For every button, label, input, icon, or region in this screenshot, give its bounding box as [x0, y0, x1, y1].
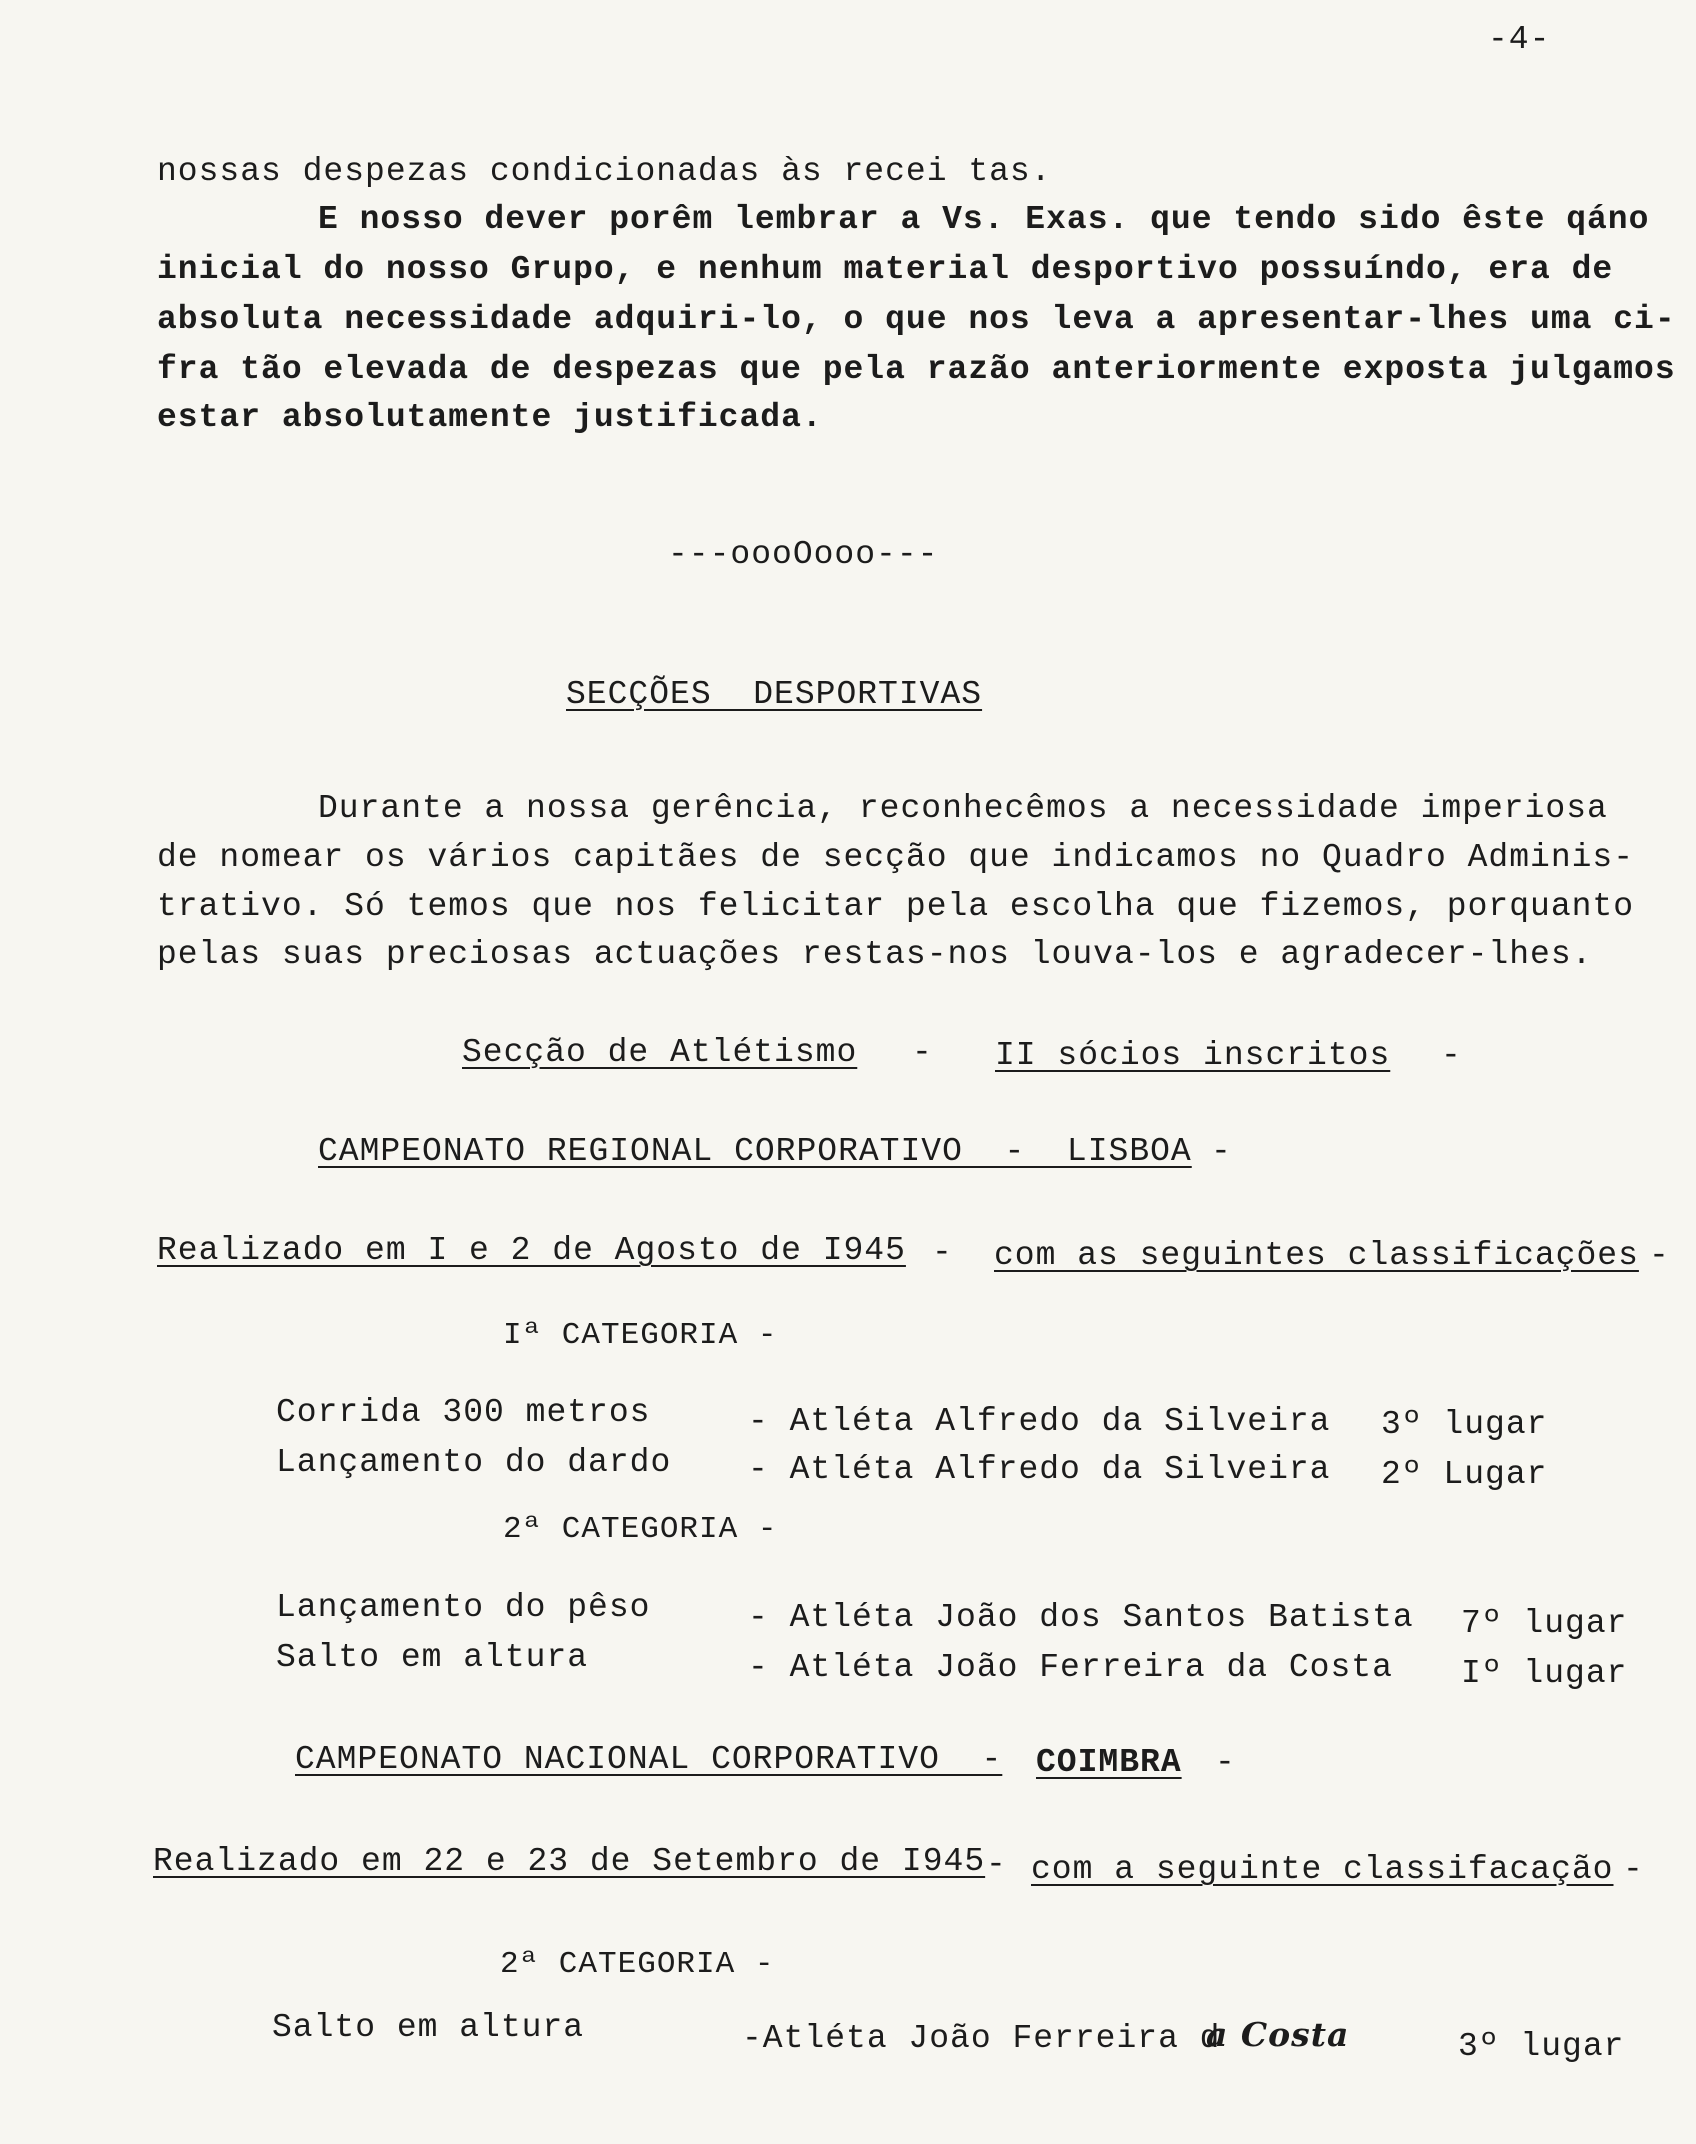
athletics-dash-1: - — [912, 1034, 933, 1071]
section-intro-line-4: pelas suas preciosas actuações restas-nos louva-los e agradecer-lhes. — [157, 936, 1593, 973]
result-place: 7º lugar — [1461, 1605, 1628, 1642]
result-place: 3º lugar — [1381, 1406, 1548, 1443]
intro-line-3: inicial do nosso Grupo, e nenhum material desportivo possuíndo, era de — [157, 251, 1614, 288]
athletics-members: II sócios inscritos — [995, 1037, 1391, 1074]
separator: ---oooOooo--- — [668, 536, 939, 573]
regional-classif: com as seguintes classificações — [994, 1237, 1639, 1274]
regional-held: Realizado em I e 2 de Agosto de I945 — [157, 1232, 906, 1269]
section-intro-line-1: Durante a nossa gerência, reconhecêmos a necessidade imperiosa — [318, 790, 1608, 827]
result-event: Lançamento do pêso — [276, 1589, 651, 1626]
regional-title: CAMPEONATO REGIONAL CORPORATIVO - LISBOA — [318, 1133, 1192, 1170]
national-sep: - — [986, 1846, 1007, 1883]
page-number: -4- — [1488, 21, 1551, 58]
regional-cat1-heading: Iª CATEGORIA - — [503, 1318, 778, 1353]
result-event: Corrida 300 metros — [276, 1394, 651, 1431]
result-athlete-typed: -Atléta João Ferreira d — [742, 2020, 1221, 2057]
athletics-dash-2: - — [1441, 1037, 1462, 1074]
result-event: Lançamento do dardo — [276, 1444, 672, 1481]
result-event: Salto em altura — [272, 2009, 585, 2046]
regional-title-dash: - — [1211, 1133, 1232, 1170]
result-athlete: - Atléta João dos Santos Batista — [748, 1599, 1414, 1636]
result-place: 2º Lugar — [1381, 1456, 1548, 1493]
result-athlete: - Atléta João Ferreira da Costa — [748, 1649, 1393, 1686]
national-title-dash: - — [1215, 1744, 1236, 1781]
regional-cat2-heading: 2ª CATEGORIA - — [503, 1512, 778, 1547]
intro-line-6: estar absolutamente justificada. — [157, 399, 823, 436]
national-cat2-heading: 2ª CATEGORIA - — [500, 1947, 775, 1982]
national-city: COIMBRA — [1036, 1744, 1182, 1781]
result-event: Salto em altura — [276, 1639, 589, 1676]
section-intro-line-3: trativo. Só temos que nos felicitar pela escolha que fizemos, porquanto — [157, 888, 1635, 925]
regional-sep: - — [932, 1234, 953, 1271]
result-athlete: - Atléta Alfredo da Silveira — [748, 1403, 1331, 1440]
national-title: CAMPEONATO NACIONAL CORPORATIVO - — [295, 1741, 1003, 1778]
national-end: - — [1623, 1851, 1644, 1888]
intro-line-2: E nosso dever porêm lembrar a Vs. Exas. que tendo sido êste qáno — [318, 201, 1650, 238]
national-held: Realizado em 22 e 23 de Setembro de I945 — [153, 1843, 986, 1880]
result-place: Iº lugar — [1461, 1655, 1628, 1692]
intro-line-5: fra tão elevada de despezas que pela razão anteriormente exposta julgamos — [157, 351, 1676, 388]
result-place: 3º lugar — [1458, 2028, 1625, 2065]
section-title: SECÇÕES DESPORTIVAS — [566, 676, 983, 713]
intro-line-1: nossas despezas condicionadas às recei tas. — [157, 153, 1052, 190]
result-athlete: - Atléta Alfredo da Silveira — [748, 1451, 1331, 1488]
regional-end: - — [1649, 1237, 1670, 1274]
athletics-title: Secção de Atlétismo — [462, 1034, 858, 1071]
result-athlete-handwritten: a Costa — [1206, 2015, 1350, 2054]
section-intro-line-2: de nomear os vários capitães de secção que indicamos no Quadro Adminis- — [157, 839, 1635, 876]
national-classif: com a seguinte classifacação — [1031, 1851, 1614, 1888]
intro-line-4: absoluta necessidade adquiri-lo, o que nos leva a apresentar-lhes uma ci- — [157, 301, 1676, 338]
